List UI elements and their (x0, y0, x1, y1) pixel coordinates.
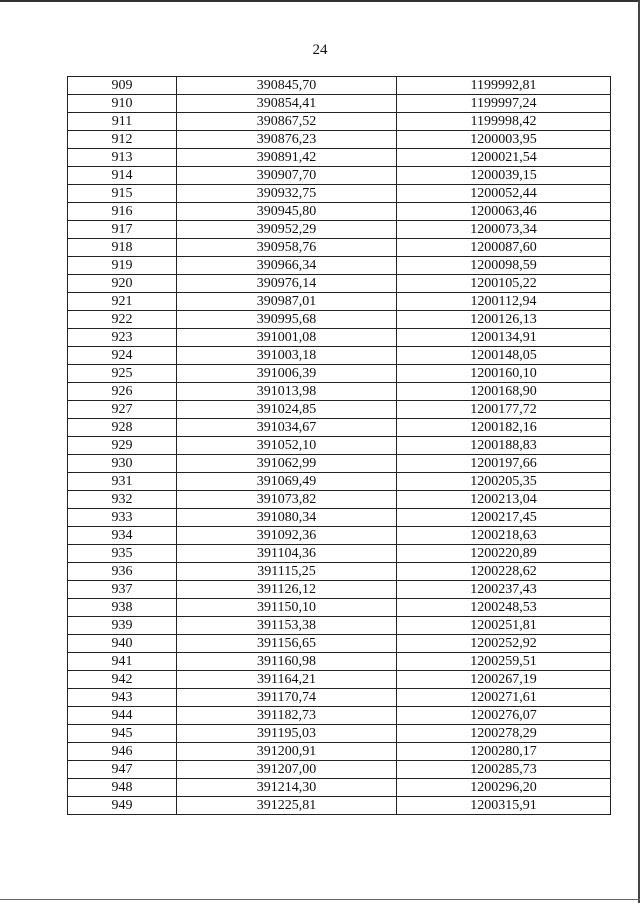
y-coordinate-cell: 1200267,19 (397, 671, 611, 689)
table-row (68, 221, 611, 239)
point-number-cell: 926 (68, 383, 177, 401)
point-number-cell: 920 (68, 275, 177, 293)
point-number-cell: 923 (68, 329, 177, 347)
x-coordinate-cell: 391062,99 (177, 455, 397, 473)
y-coordinate-cell: 1200252,92 (397, 635, 611, 653)
y-coordinate-cell: 1200098,59 (397, 257, 611, 275)
y-coordinate-cell: 1200052,44 (397, 185, 611, 203)
table-row (68, 419, 611, 437)
point-number-cell: 917 (68, 221, 177, 239)
x-coordinate-cell: 390845,70 (177, 77, 397, 95)
table-row (68, 365, 611, 383)
table-row (68, 527, 611, 545)
y-coordinate-cell: 1200213,04 (397, 491, 611, 509)
point-number-cell: 909 (68, 77, 177, 95)
x-coordinate-cell: 391207,00 (177, 761, 397, 779)
point-number-cell: 949 (68, 797, 177, 815)
table-row (68, 617, 611, 635)
table-row (68, 329, 611, 347)
y-coordinate-cell: 1200276,07 (397, 707, 611, 725)
table-row (68, 257, 611, 275)
table-row (68, 563, 611, 581)
point-number-cell: 943 (68, 689, 177, 707)
point-number-cell: 924 (68, 347, 177, 365)
x-coordinate-cell: 391214,30 (177, 779, 397, 797)
y-coordinate-cell: 1200296,20 (397, 779, 611, 797)
point-number-cell: 929 (68, 437, 177, 455)
table-row (68, 95, 611, 113)
x-coordinate-cell: 390976,14 (177, 275, 397, 293)
point-number-cell: 919 (68, 257, 177, 275)
scan-edge-bottom (0, 899, 640, 900)
x-coordinate-cell: 390854,41 (177, 95, 397, 113)
y-coordinate-cell: 1200148,05 (397, 347, 611, 365)
table-row (68, 599, 611, 617)
point-number-cell: 922 (68, 311, 177, 329)
y-coordinate-cell: 1200285,73 (397, 761, 611, 779)
table-row (68, 113, 611, 131)
y-coordinate-cell: 1200205,35 (397, 473, 611, 491)
table-row (68, 581, 611, 599)
point-number-cell: 913 (68, 149, 177, 167)
y-coordinate-cell: 1199992,81 (397, 77, 611, 95)
table-row (68, 455, 611, 473)
point-number-cell: 930 (68, 455, 177, 473)
x-coordinate-cell: 391080,34 (177, 509, 397, 527)
x-coordinate-cell: 391024,85 (177, 401, 397, 419)
y-coordinate-cell: 1199997,24 (397, 95, 611, 113)
y-coordinate-cell: 1200039,15 (397, 167, 611, 185)
x-coordinate-cell: 391013,98 (177, 383, 397, 401)
y-coordinate-cell: 1200278,29 (397, 725, 611, 743)
table-row (68, 545, 611, 563)
point-number-cell: 911 (68, 113, 177, 131)
y-coordinate-cell: 1200182,16 (397, 419, 611, 437)
y-coordinate-cell: 1200021,54 (397, 149, 611, 167)
y-coordinate-cell: 1200073,34 (397, 221, 611, 239)
y-coordinate-cell: 1200063,46 (397, 203, 611, 221)
y-coordinate-cell: 1200177,72 (397, 401, 611, 419)
point-number-cell: 937 (68, 581, 177, 599)
x-coordinate-cell: 391153,38 (177, 617, 397, 635)
point-number-cell: 931 (68, 473, 177, 491)
table-row (68, 473, 611, 491)
x-coordinate-cell: 391115,25 (177, 563, 397, 581)
x-coordinate-cell: 391069,49 (177, 473, 397, 491)
point-number-cell: 927 (68, 401, 177, 419)
point-number-cell: 945 (68, 725, 177, 743)
x-coordinate-cell: 391225,81 (177, 797, 397, 815)
x-coordinate-cell: 391006,39 (177, 365, 397, 383)
point-number-cell: 948 (68, 779, 177, 797)
y-coordinate-cell: 1200218,63 (397, 527, 611, 545)
point-number-cell: 934 (68, 527, 177, 545)
y-coordinate-cell: 1200168,90 (397, 383, 611, 401)
y-coordinate-cell: 1200087,60 (397, 239, 611, 257)
y-coordinate-cell: 1199998,42 (397, 113, 611, 131)
x-coordinate-cell: 391073,82 (177, 491, 397, 509)
y-coordinate-cell: 1200217,45 (397, 509, 611, 527)
table-row (68, 671, 611, 689)
x-coordinate-cell: 390966,34 (177, 257, 397, 275)
x-coordinate-cell: 390867,52 (177, 113, 397, 131)
point-number-cell: 932 (68, 491, 177, 509)
table-row (68, 401, 611, 419)
table-row (68, 293, 611, 311)
point-number-cell: 946 (68, 743, 177, 761)
y-coordinate-cell: 1200188,83 (397, 437, 611, 455)
table-row (68, 689, 611, 707)
x-coordinate-cell: 390945,80 (177, 203, 397, 221)
point-number-cell: 936 (68, 563, 177, 581)
x-coordinate-cell: 390952,29 (177, 221, 397, 239)
x-coordinate-cell: 391052,10 (177, 437, 397, 455)
x-coordinate-cell: 390932,75 (177, 185, 397, 203)
table-row (68, 725, 611, 743)
x-coordinate-cell: 391170,74 (177, 689, 397, 707)
table-row (68, 185, 611, 203)
y-coordinate-cell: 1200228,62 (397, 563, 611, 581)
point-number-cell: 912 (68, 131, 177, 149)
y-coordinate-cell: 1200315,91 (397, 797, 611, 815)
y-coordinate-cell: 1200003,95 (397, 131, 611, 149)
y-coordinate-cell: 1200259,51 (397, 653, 611, 671)
y-coordinate-cell: 1200251,81 (397, 617, 611, 635)
table-row (68, 347, 611, 365)
point-number-cell: 915 (68, 185, 177, 203)
x-coordinate-cell: 391092,36 (177, 527, 397, 545)
x-coordinate-cell: 391195,03 (177, 725, 397, 743)
y-coordinate-cell: 1200280,17 (397, 743, 611, 761)
x-coordinate-cell: 391001,08 (177, 329, 397, 347)
x-coordinate-cell: 391126,12 (177, 581, 397, 599)
table-row (68, 761, 611, 779)
x-coordinate-cell: 390995,68 (177, 311, 397, 329)
x-coordinate-cell: 390891,42 (177, 149, 397, 167)
table-row (68, 203, 611, 221)
page-number: 24 (312, 42, 328, 58)
point-number-cell: 914 (68, 167, 177, 185)
y-coordinate-cell: 1200112,94 (397, 293, 611, 311)
table-row (68, 491, 611, 509)
point-number-cell: 918 (68, 239, 177, 257)
table-row (68, 653, 611, 671)
point-number-cell: 942 (68, 671, 177, 689)
table-row (68, 509, 611, 527)
x-coordinate-cell: 390907,70 (177, 167, 397, 185)
x-coordinate-cell: 391182,73 (177, 707, 397, 725)
table-row (68, 779, 611, 797)
x-coordinate-cell: 390876,23 (177, 131, 397, 149)
point-number-cell: 935 (68, 545, 177, 563)
table-row (68, 131, 611, 149)
point-number-cell: 941 (68, 653, 177, 671)
point-number-cell: 910 (68, 95, 177, 113)
table-row (68, 149, 611, 167)
x-coordinate-cell: 391164,21 (177, 671, 397, 689)
table-row (68, 275, 611, 293)
coordinates-table (67, 76, 611, 815)
x-coordinate-cell: 391160,98 (177, 653, 397, 671)
x-coordinate-cell: 391003,18 (177, 347, 397, 365)
x-coordinate-cell: 391104,36 (177, 545, 397, 563)
point-number-cell: 938 (68, 599, 177, 617)
x-coordinate-cell: 391200,91 (177, 743, 397, 761)
table-row (68, 167, 611, 185)
table-row (68, 743, 611, 761)
y-coordinate-cell: 1200105,22 (397, 275, 611, 293)
point-number-cell: 928 (68, 419, 177, 437)
point-number-cell: 944 (68, 707, 177, 725)
point-number-cell: 933 (68, 509, 177, 527)
point-number-cell: 921 (68, 293, 177, 311)
x-coordinate-cell: 391034,67 (177, 419, 397, 437)
y-coordinate-cell: 1200126,13 (397, 311, 611, 329)
y-coordinate-cell: 1200248,53 (397, 599, 611, 617)
table-row (68, 707, 611, 725)
point-number-cell: 916 (68, 203, 177, 221)
table-row (68, 239, 611, 257)
point-number-cell: 939 (68, 617, 177, 635)
x-coordinate-cell: 390958,76 (177, 239, 397, 257)
x-coordinate-cell: 391156,65 (177, 635, 397, 653)
scan-edge-top (0, 0, 640, 2)
y-coordinate-cell: 1200197,66 (397, 455, 611, 473)
table-row (68, 797, 611, 815)
y-coordinate-cell: 1200160,10 (397, 365, 611, 383)
table-row (68, 635, 611, 653)
point-number-cell: 940 (68, 635, 177, 653)
y-coordinate-cell: 1200220,89 (397, 545, 611, 563)
point-number-cell: 925 (68, 365, 177, 383)
table-row (68, 383, 611, 401)
table-row (68, 311, 611, 329)
point-number-cell: 947 (68, 761, 177, 779)
coordinates-table-body (68, 77, 611, 815)
y-coordinate-cell: 1200237,43 (397, 581, 611, 599)
table-row (68, 437, 611, 455)
y-coordinate-cell: 1200271,61 (397, 689, 611, 707)
x-coordinate-cell: 391150,10 (177, 599, 397, 617)
x-coordinate-cell: 390987,01 (177, 293, 397, 311)
y-coordinate-cell: 1200134,91 (397, 329, 611, 347)
table-row (68, 77, 611, 95)
